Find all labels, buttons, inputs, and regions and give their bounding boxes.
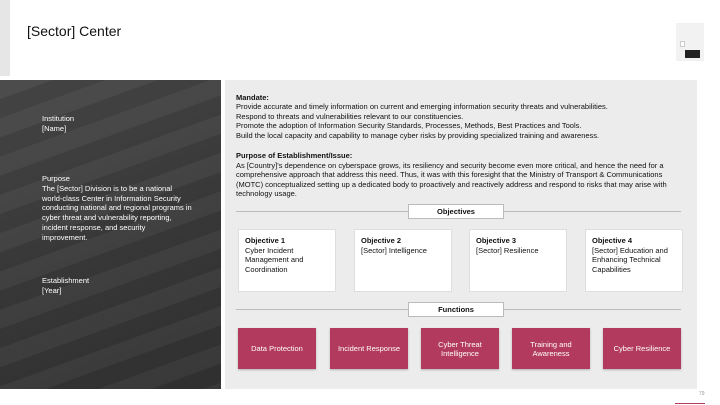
institution-label: Institution [42,114,75,123]
institution-block [42,114,192,134]
page-number: 79 [699,391,705,397]
left-accent-bar [0,0,10,76]
function-box-cyber-threat-intelligence[interactable]: Cyber Threat Intelligence [421,328,499,369]
function-box-data-protection[interactable]: Data Protection [238,328,316,369]
mandate-line: Promote the adoption of Information Security Standards, Processes, Methods, Best Practices and Tools. [236,121,582,131]
objective-card [469,229,567,292]
purpose-establishment-text: As [Country]'s dependence on cyberspace grows, its resiliency and security become even more critical, and hence the need for a comprehensive approach that address this need. Thus, it was with this foresight that the Ministry of Transport & Communications (MOTC) conceptualized setting up a dedicated body to proactively and reactively address and respond to risks that may arise with technology usage. [236,160,667,199]
objectives-label: Objectives [408,204,504,219]
function-box-incident-response[interactable]: Incident Response [330,328,408,369]
objective-text: [Sector] Resilience [476,245,539,255]
objective-card [585,229,683,292]
objective-text: Cyber Incident Management and Coordination [245,245,304,274]
objective-title: Objective 1 [245,236,286,245]
purpose-text: The [Sector] Division is to be a national world-class Center in Information Security conducting national and regional programs in cyber threat and vulnerability reporting, incident response, and security improvement. [42,183,192,242]
objective-card [354,229,452,292]
objective-title: Objective 2 [361,236,402,245]
logo-notch [680,41,685,47]
objective-title: Objective 3 [476,236,517,245]
side-info-panel [0,80,221,389]
objective-text: [Sector] Intelligence [361,245,427,255]
establishment-label: Establishment [42,276,90,285]
purpose-establishment-section [236,151,691,199]
function-box-cyber-resilience[interactable]: Cyber Resilience [603,328,681,369]
purpose-establishment-heading: Purpose of Establishment/Issue: [236,151,353,160]
objective-card [238,229,336,292]
mandate-section [236,93,691,140]
org-logo-icon [676,23,704,61]
purpose-label: Purpose [42,174,70,183]
footer-accent-line [675,403,705,404]
functions-label: Functions [408,302,504,317]
establishment-value: [Year] [42,285,62,295]
mandate-line: Provide accurate and timely information on current and emerging information security threats and vulnerabilities. [236,102,608,112]
main-content-panel [225,80,697,389]
institution-value: [Name] [42,123,67,133]
mandate-line: Build the local capacity and capability to manage cyber risks by providing specialized training and awareness. [236,130,600,140]
page-title: [Sector] Center [27,23,122,39]
establishment-block [42,276,192,296]
mandate-line: Respond to threats and vulnerabilities relevant to our constituencies. [236,111,464,121]
purpose-block [42,174,192,243]
function-box-training-awareness[interactable]: Training and Awareness [512,328,590,369]
objective-title: Objective 4 [592,236,633,245]
logo-block [685,50,700,58]
mandate-heading: Mandate: [236,93,269,102]
objective-text: [Sector] Education and Enhancing Technical Capabilities [592,245,668,274]
